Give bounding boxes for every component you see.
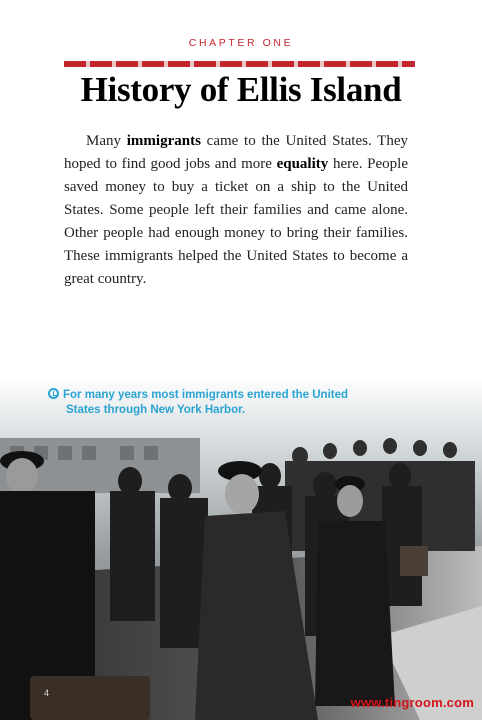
arrow-circle-icon <box>48 388 59 399</box>
caption-line-1: For many years most immigrants entered the United <box>63 389 349 401</box>
keyword-equality: equality <box>276 156 329 172</box>
historical-photo <box>0 376 482 720</box>
caption-line-2: States through New York Harbor. <box>66 404 246 416</box>
body-paragraph <box>64 130 408 291</box>
text-run: here. People saved money to buy a ticket on a ship to the United States. Some people left their families and came alone. Other people had enough money to bring their families. These immigrants helped the United States to become a great country. <box>64 156 408 287</box>
keyword-immigrants: immigrants <box>126 133 201 149</box>
page-title: History of Ellis Island <box>80 70 402 109</box>
page-number: 4 <box>44 688 50 698</box>
photo-caption <box>48 388 408 418</box>
text-run: came to the United States. They hoped to find good jobs and more <box>64 133 408 172</box>
watermark-text: www.tingroom.com <box>350 695 474 710</box>
chapter-label: CHAPTER ONE <box>188 37 294 49</box>
text-run: Many <box>86 133 127 149</box>
decorative-stripe <box>64 61 415 67</box>
